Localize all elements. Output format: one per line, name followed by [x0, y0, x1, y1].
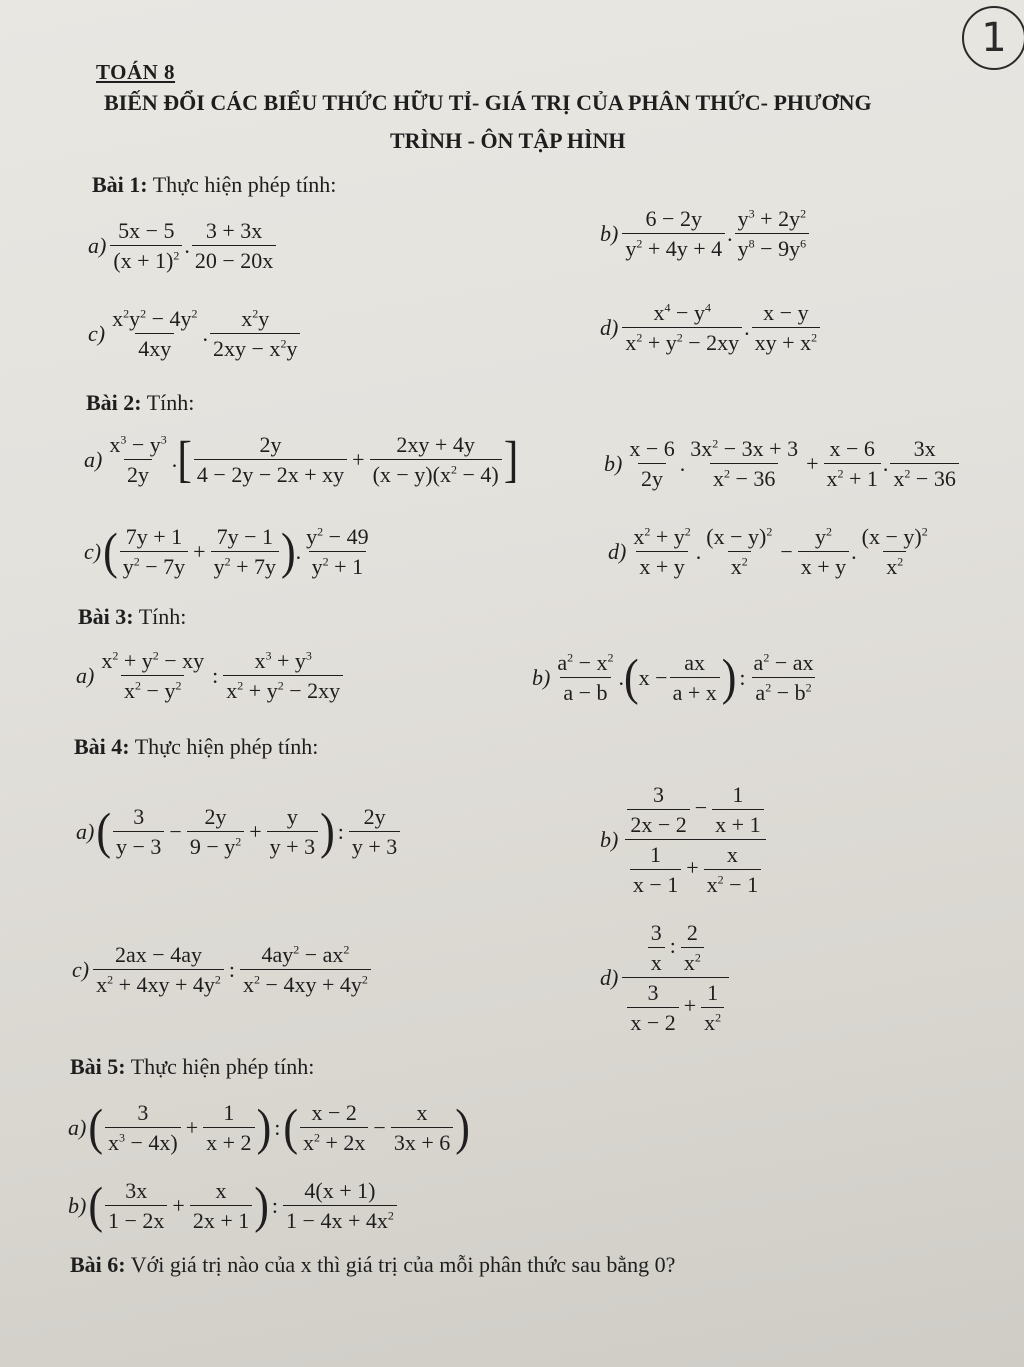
bai5-heading: Bài 5: Thực hiện phép tính:: [70, 1054, 315, 1079]
bai5-a: a) ( $\frac{3}{x^3 - 4x)}$ + $\frac{1}{x + 2}$ ) : ( $\frac{x - 2}{x^2 + 2x}$ − $\frac{x}{3x + 6}$ ): [68, 1099, 470, 1156]
bai3-b: b) $\frac{a^2 - x^2}{a - b}$ . ( x − $\frac{ax}{a + x}$ ) : $\frac{a^2 - ax}{a^2 - b^2}$: [532, 649, 814, 706]
bai1-c: c) $\frac{x^2y^2 - 4y^2}{4xy}$ . $\frac{x^2y}{2xy - x^2y}$: [88, 306, 302, 362]
subject-heading: TOÁN 8: [96, 60, 176, 84]
title-line-2: TRÌNH - ÔN TẬP HÌNH: [390, 128, 626, 153]
bai4-a: a) ( $\frac{3}{y - 3}$ − $\frac{2y}{9 - y^2}$ + $\frac{y}{y + 3}$ ) : $\frac{2y}{y + 3}$: [76, 804, 402, 860]
bai1-a: a) $\frac{5x - 5}{(x + 1)^2}$ . $\frac{3 + 3x}{20 - 20x}$: [88, 218, 278, 274]
bai4-heading: Bài 4: Thực hiện phép tính:: [74, 734, 319, 759]
bai3-heading: Bài 3: Tính:: [78, 604, 187, 629]
bai2-a: a) $\frac{x^3 - y^3}{2y}$ . [ $\frac{2y}{4 - 2y - 2x + xy}$ + $\frac{2xy + 4y}{(x - y)(x^2 - 4)}$ ]: [84, 431, 519, 488]
bai5-b: b) ( $\frac{3x}{1 - 2x}$ + $\frac{x}{2x + 1}$ ) : $\frac{4(x + 1)}{1 - 4x + 4x^2}$: [68, 1178, 399, 1234]
title-line-1: BIẾN ĐỔI CÁC BIỂU THỨC HỮU TỈ- GIÁ TRỊ CỦA PHÂN THỨC- PHƯƠNG: [104, 90, 872, 115]
bai1-b: b) $\frac{6 - 2y}{y^2 + 4y + 4}$ . $\frac{y^3 + 2y^2}{y^8 - 9y^6}$: [600, 206, 811, 262]
bai4-d: d) $\frac{3}{x}$ : $\frac{2}{x^2}$ $\frac{3}{x - 2}$ + $\frac{1}{x^2}$: [600, 920, 731, 1036]
bai1-d: d) $\frac{x^4 - y^4}{x^2 + y^2 - 2xy}$ . $\frac{x - y}{xy + x^2}$: [600, 300, 822, 356]
bai1-heading: Bài 1: Thực hiện phép tính:: [92, 172, 337, 197]
bai2-d: d) $\frac{x^2 + y^2}{x + y}$ . $\frac{(x - y)^2}{x^2}$ − $\frac{y^2}{x + y}$ . $\frac{(x - y)^2}{x^2}$: [608, 524, 928, 579]
bai3-a: a) $\frac{x^2 + y^2 - xy}{x^2 - y^2}$ : $\frac{x^3 + y^3}{x^2 + y^2 - 2xy}$: [76, 648, 345, 704]
bai4-c: c) $\frac{2ax - 4ay}{x^2 + 4xy + 4y^2}$ : $\frac{4ay^2 - ax^2}{x^2 - 4xy + 4y^2}$: [72, 942, 373, 998]
bai2-b: b) $\frac{x - 6}{2y}$ . $\frac{3x^2 - 3x + 3}{x^2 - 36}$ + $\frac{x - 6}{x^2 + 1}$ . $\frac{3x}{x^2 - 36}$: [604, 436, 961, 492]
page-number-circle: 1: [962, 6, 1024, 70]
bai2-heading: Bài 2: Tính:: [86, 390, 195, 415]
bai2-c: c) ( $\frac{7y + 1}{y^2 - 7y}$ + $\frac{7y - 1}{y^2 + 7y}$ ) . $\frac{y^2 - 49}{y^2 + 1}$: [84, 523, 369, 580]
bai4-b: b) $\frac{3}{2x - 2}$ − $\frac{1}{x + 1}$ $\frac{1}{x - 1}$ + $\frac{x}{x^2 - 1}$: [600, 782, 771, 898]
bai6-heading: Bài 6: Với giá trị nào của x thì giá trị của mỗi phân thức sau bằng 0?: [70, 1252, 676, 1277]
